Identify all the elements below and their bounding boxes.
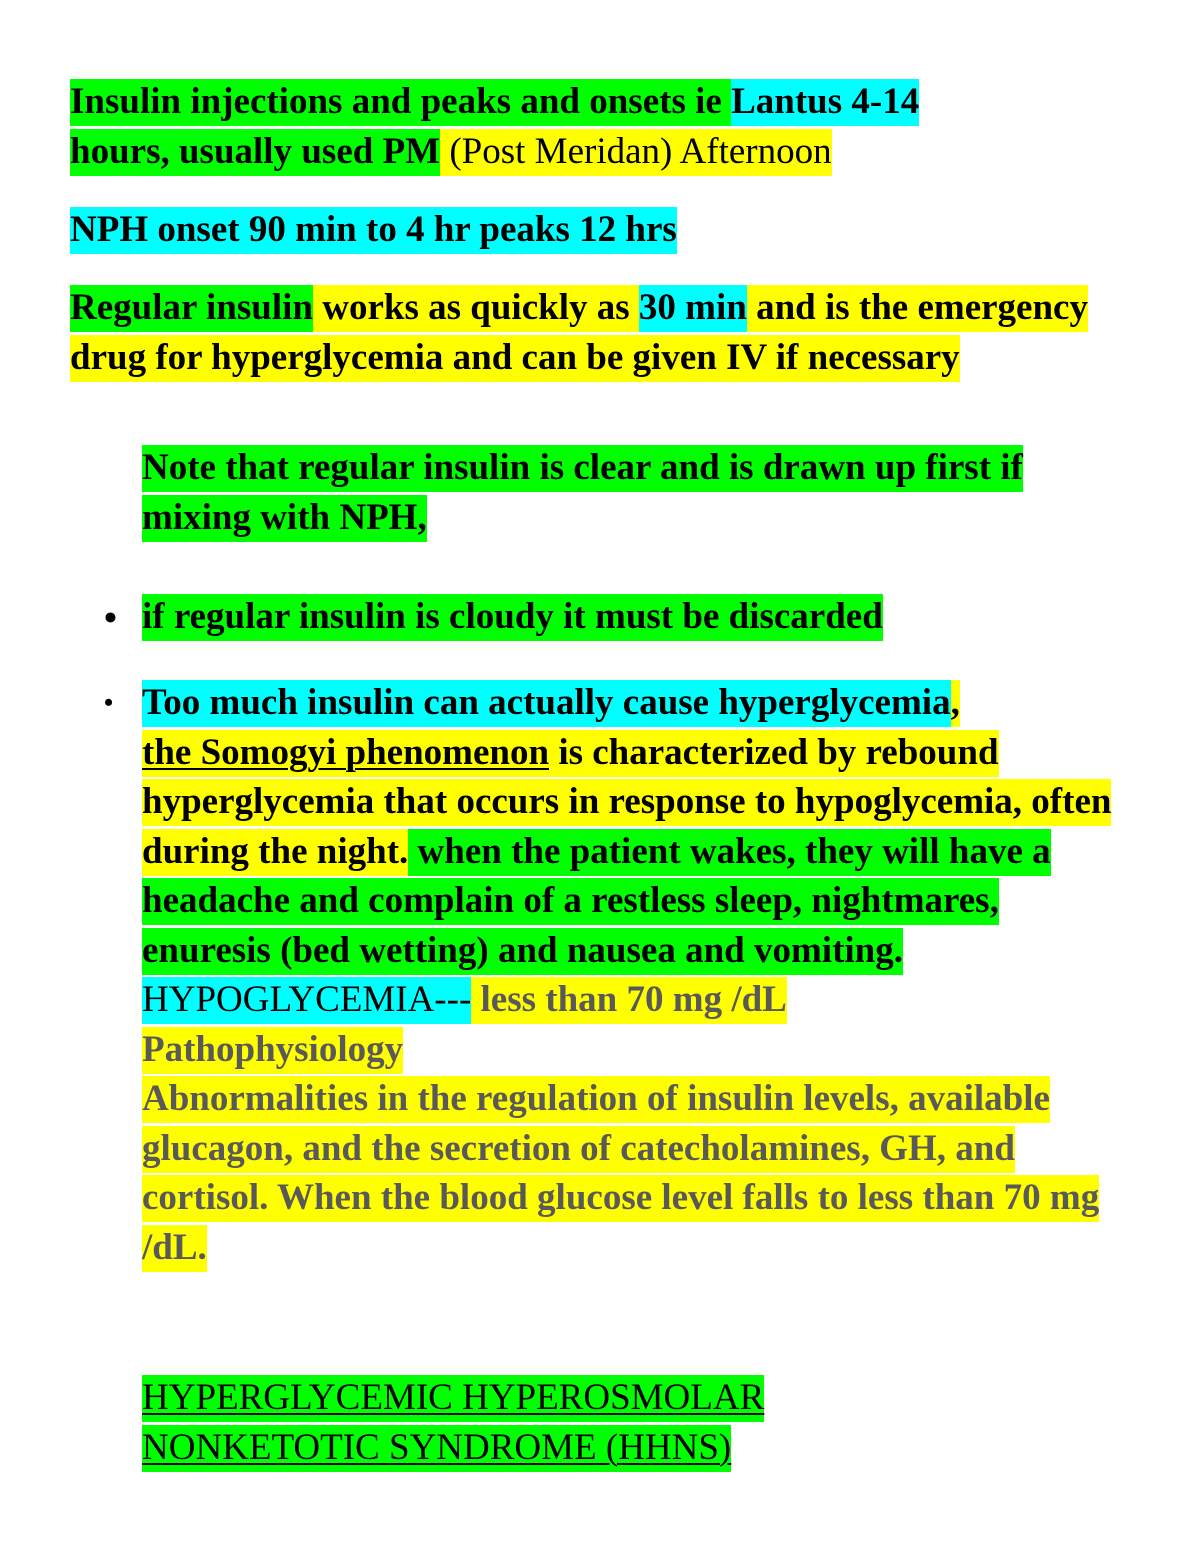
highlight-rebound-hyperglycemia: is characterized by rebound hyperglycemia that occurs in response to hypoglycemia, often during the night. xyxy=(142,730,1111,876)
highlight-somogyi-phenomenon: the Somogyi phenomenon xyxy=(142,730,549,777)
highlight-hypoglycemia-heading: HYPOGLYCEMIA--- xyxy=(142,977,471,1024)
highlight-post-meridan: (Post Meridan) Afternoon xyxy=(440,129,832,176)
highlight-30-min: 30 min xyxy=(639,285,747,332)
highlight-abnormalities: Abnormalities in the regulation of insulin levels, available glucagon, and the secretion of catecholamines, GH, and cortisol. When the blood glucose level falls to less than 70 mg /dL. xyxy=(142,1076,1099,1272)
bullet-marker: • xyxy=(104,598,117,639)
paragraph-note-clear xyxy=(142,443,1072,542)
highlight-pathophysiology: Pathophysiology xyxy=(142,1027,403,1074)
heading-hhns-line2: NONKETOTIC SYNDROME (HHNS) xyxy=(142,1425,731,1472)
highlight-less-than-70: less than 70 mg /dL xyxy=(471,977,787,1024)
highlight-note-regular-clear: Note that regular insulin is clear and is drawn up first if mixing with NPH, xyxy=(142,445,1023,542)
highlight-cloudy-discard: if regular insulin is cloudy it must be discarded xyxy=(142,594,883,641)
highlight-nph-onset: NPH onset 90 min to 4 hr peaks 12 hrs xyxy=(70,207,677,254)
highlight-emergency-drug: and is the emergency drug for hyperglycemia and can be given IV if necessary xyxy=(70,285,1088,382)
highlight-lantus: Lantus 4-14 xyxy=(731,79,919,126)
highlight-comma: , xyxy=(951,680,960,727)
highlight-hours-pm: hours, usually used PM xyxy=(70,129,440,176)
highlight-insulin-injections: Insulin injections and peaks and onsets ie xyxy=(70,79,731,126)
paragraph-regular-insulin xyxy=(70,283,1150,382)
bullet-marker: • xyxy=(104,688,114,717)
highlight-works-quickly: works as quickly as xyxy=(313,285,639,332)
bullet-item-cloudy xyxy=(142,592,1142,642)
paragraph-lantus xyxy=(70,77,1150,176)
paragraph-nph xyxy=(70,205,1150,255)
highlight-patient-wakes: when the patient wakes, they will have a headache and complain of a restless sleep, nightmares, enuresis (bed wetting) and nausea and vomiting. xyxy=(142,829,1051,975)
highlight-too-much-insulin: Too much insulin can actually cause hyperglycemia xyxy=(142,680,951,727)
heading-hhns xyxy=(142,1373,1142,1472)
heading-hhns-line1: HYPERGLYCEMIC HYPEROSMOLAR xyxy=(142,1375,764,1422)
bullet-item-somogyi xyxy=(142,678,1112,1272)
highlight-regular-insulin: Regular insulin xyxy=(70,285,313,332)
